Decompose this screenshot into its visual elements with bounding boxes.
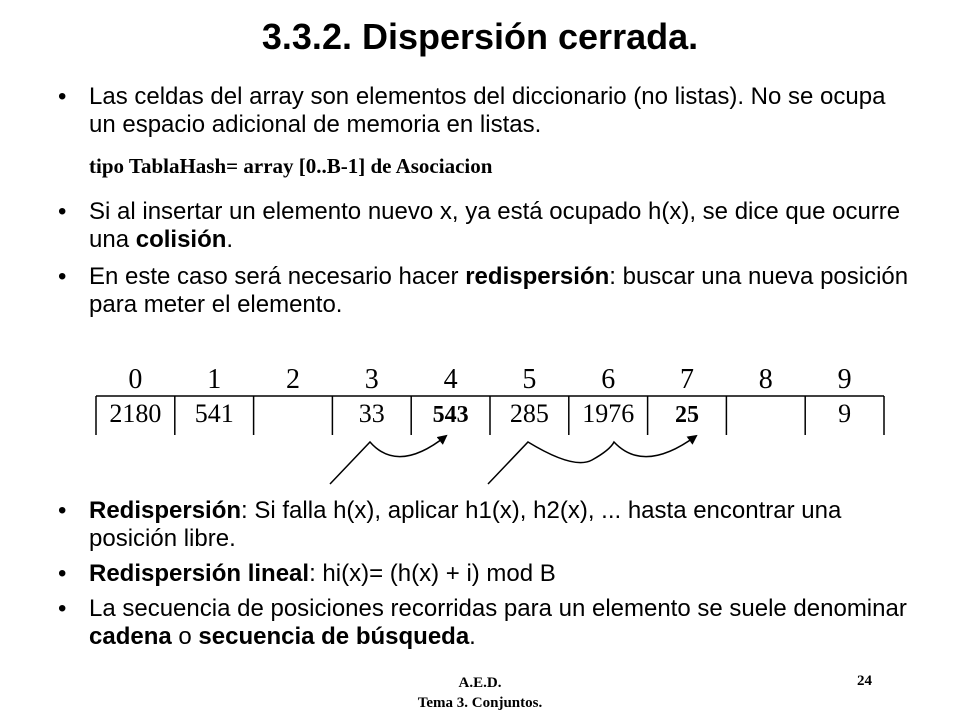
slot-index: 3	[364, 364, 379, 395]
bullet-item	[58, 198, 918, 254]
footer-course: A.E.D.	[458, 675, 502, 691]
slot-index: 9	[837, 364, 852, 395]
cell-value: 541	[194, 399, 234, 428]
cell-dividers	[175, 396, 805, 435]
bullet-dot: •	[58, 497, 67, 524]
bullet-dot: •	[58, 263, 67, 290]
bullet-text: : Si falla h(x), aplicar h1(x), h2(x), ... hasta encontrar una posición libre.	[89, 497, 842, 552]
slot-index: 1	[207, 364, 222, 395]
cell-value: 2180	[109, 399, 162, 428]
bullet-text: En este caso será necesario hacer	[89, 263, 466, 290]
bullet-item	[58, 560, 918, 588]
bullet-text: Las celdas del array son elementos del diccionario (no listas). No se ocupa un espacio adicional de memoria en listas.	[89, 83, 886, 138]
bullet-dot: •	[58, 198, 67, 225]
cell-value: 285	[509, 399, 549, 428]
cell-value: 9	[838, 399, 852, 428]
bullet-text: : buscar una nueva posición para meter el elemento.	[89, 263, 909, 318]
cell-value: 33	[358, 399, 385, 428]
slot-index: 4	[443, 364, 458, 395]
cell-value: 543	[432, 402, 469, 428]
bullet-item	[58, 263, 918, 319]
type-declaration: tipo TablaHash= array [0..B-1] de Asociacion	[89, 154, 493, 178]
bullet-emphasis: secuencia de búsqueda	[198, 623, 470, 650]
slide-title: 3.3.2. Dispersión cerrada.	[261, 16, 699, 57]
probe-arrow-25	[488, 436, 696, 484]
hash-table-diagram	[0, 360, 960, 500]
bullet-emphasis: colisión	[135, 226, 227, 253]
bullet-list-top	[58, 83, 918, 148]
index-row	[128, 364, 851, 395]
bullet-text: : hi(x)= (h(x) + i) mod B	[309, 560, 556, 587]
bullet-emphasis: Redispersión	[89, 497, 242, 524]
slot-index: 7	[680, 364, 694, 395]
footer	[0, 673, 960, 713]
bullet-dot: •	[58, 560, 67, 587]
bullet-text: .	[226, 226, 234, 253]
slot-index: 5	[522, 364, 537, 395]
cell-value: 25	[675, 402, 699, 428]
slot-index: 2	[286, 364, 300, 395]
bullet-dot: •	[58, 595, 67, 622]
cell-row	[109, 399, 851, 428]
bullet-list-middle	[58, 198, 918, 328]
bullet-text: Si al insertar un elemento nuevo x, ya está ocupado h(x), se dice que ocurre una	[89, 198, 901, 253]
slot-index: 6	[601, 364, 616, 395]
bullet-item	[58, 83, 918, 139]
bullet-text: .	[469, 623, 476, 650]
bullet-item	[58, 497, 918, 553]
cell-value: 1976	[582, 399, 635, 428]
bullet-item	[58, 595, 918, 651]
bullet-text: o	[171, 623, 199, 650]
slot-index: 0	[128, 364, 143, 395]
probe-arrow-543	[330, 436, 446, 484]
bullet-text: La secuencia de posiciones recorridas para un elemento se suele denominar	[89, 595, 907, 622]
bullet-emphasis: Redispersión lineal	[89, 560, 310, 587]
slot-index: 8	[758, 364, 773, 395]
bullet-emphasis: cadena	[89, 623, 172, 650]
footer-topic: Tema 3. Conjuntos.	[417, 695, 543, 711]
bullet-emphasis: redispersión	[465, 263, 610, 290]
bullet-list-bottom	[58, 497, 918, 658]
bullet-dot: •	[58, 83, 67, 110]
page-number: 24	[857, 673, 872, 689]
